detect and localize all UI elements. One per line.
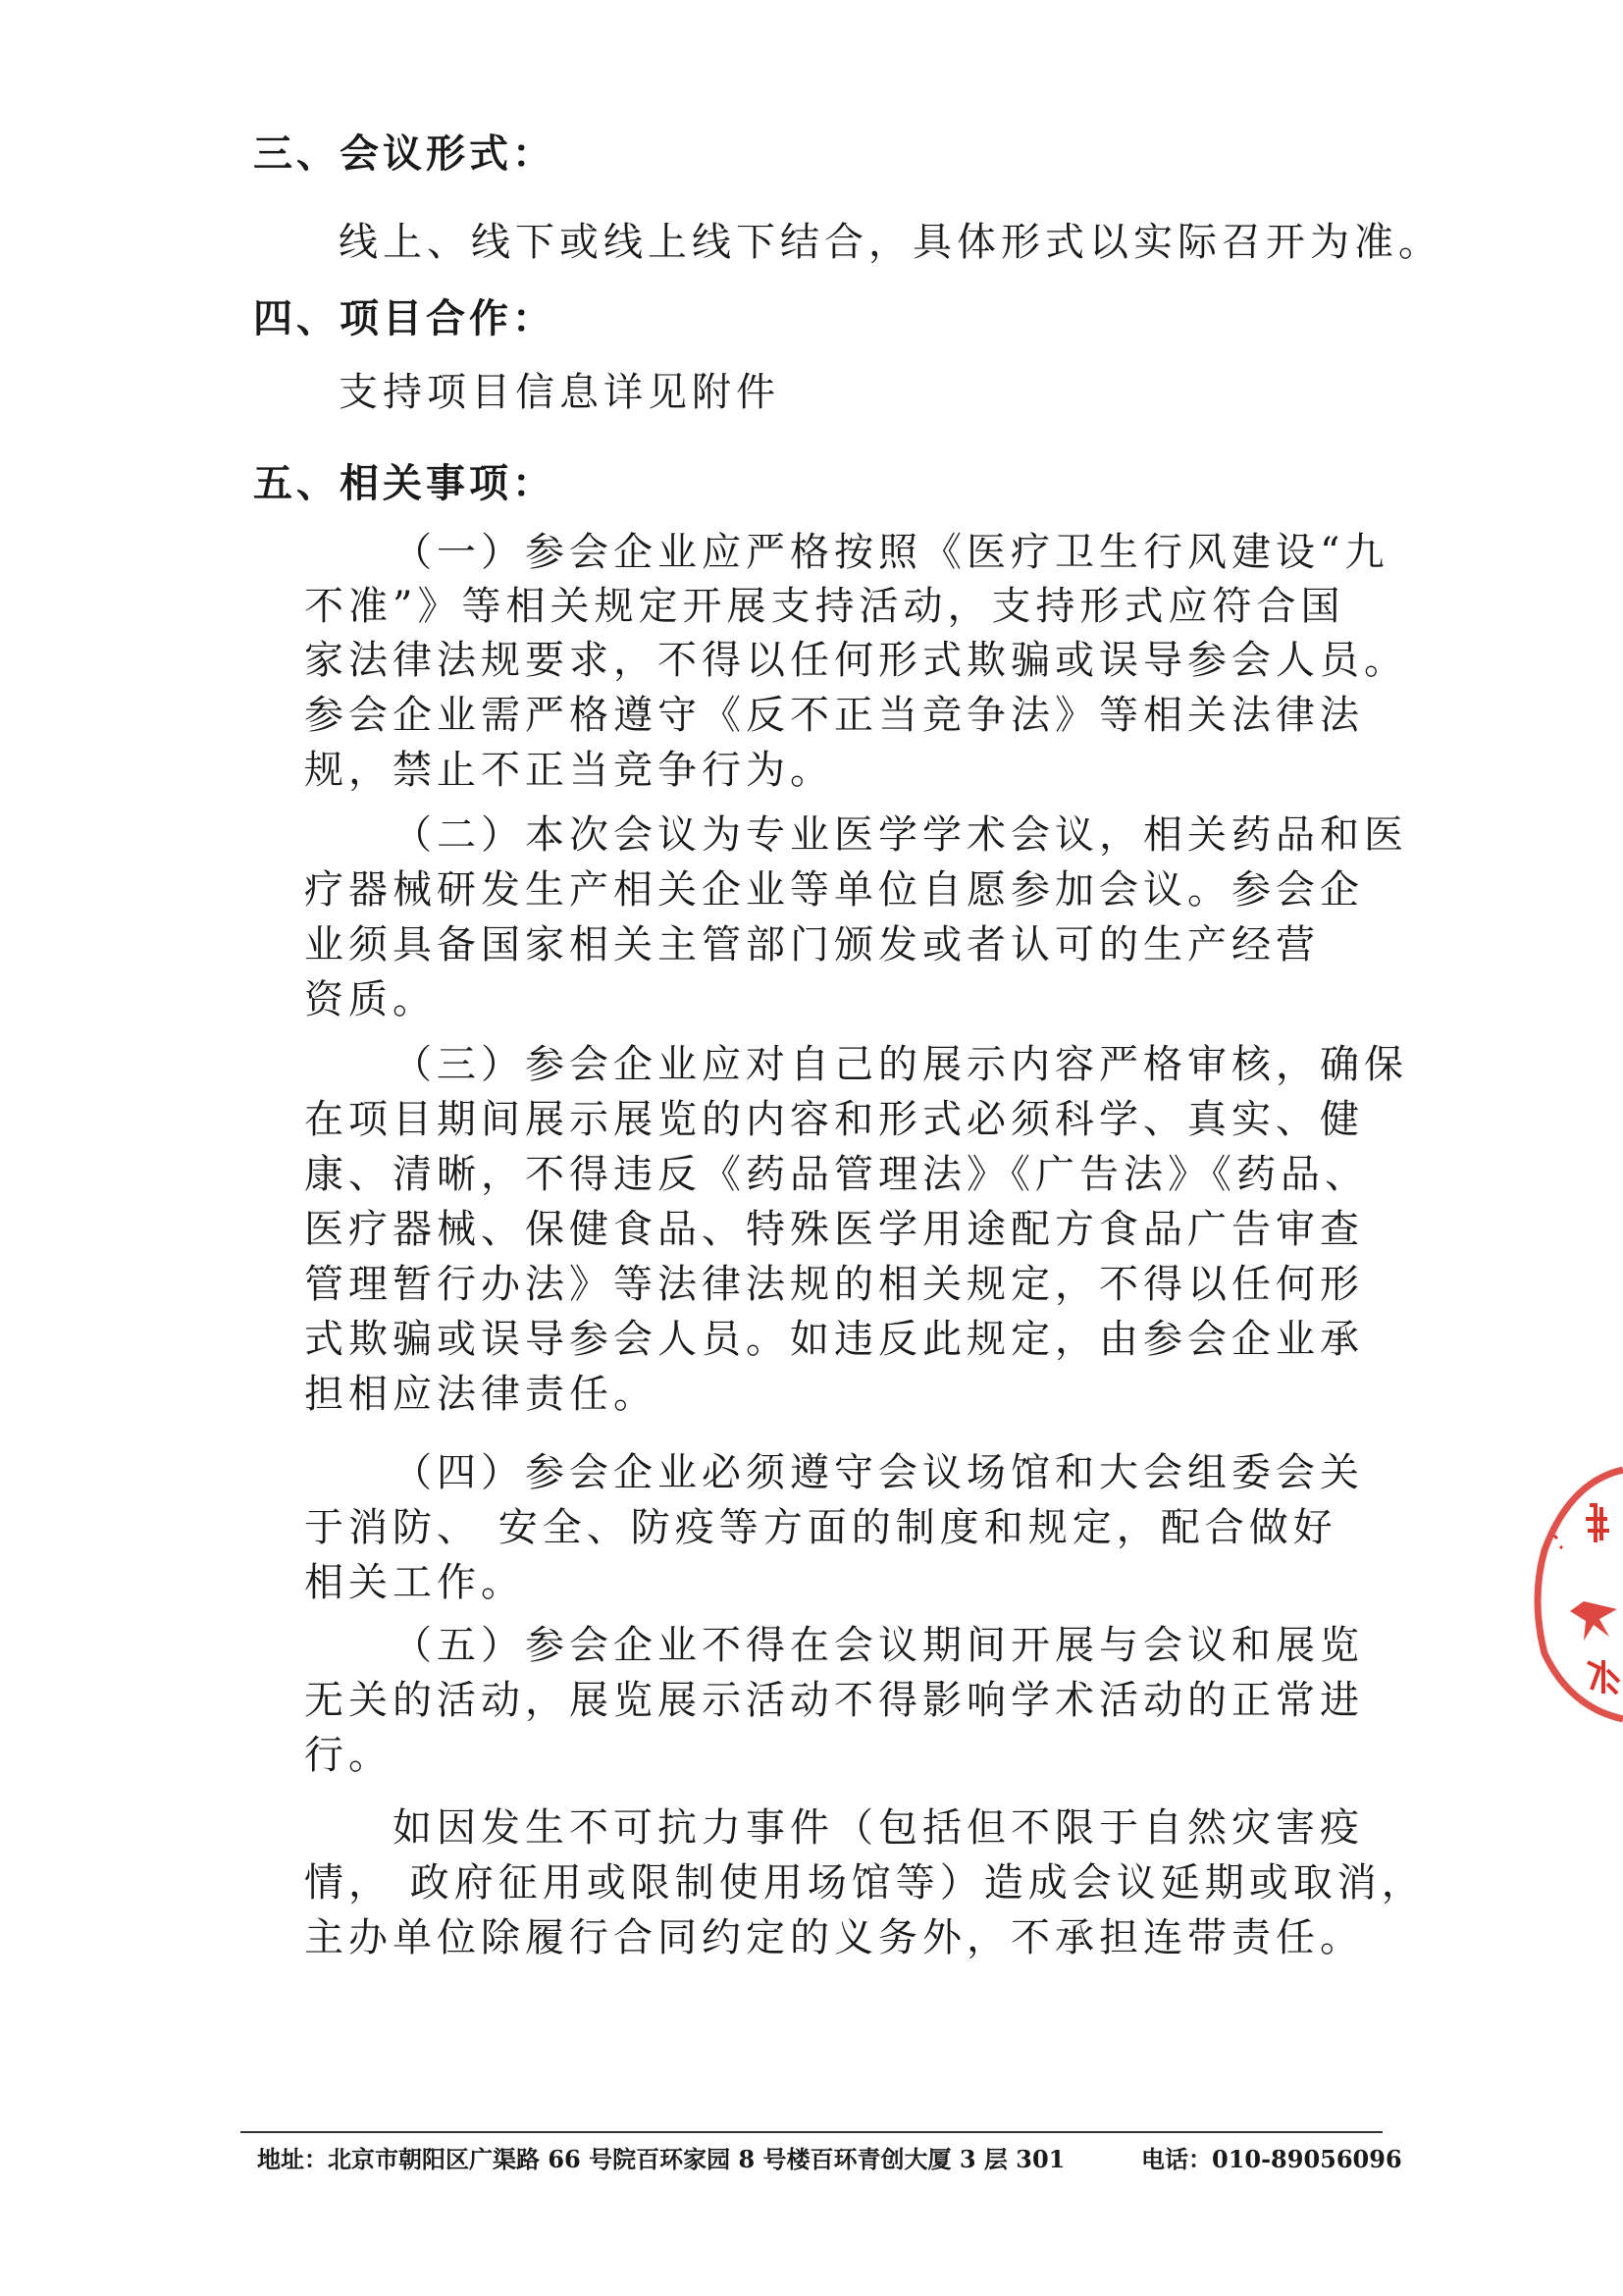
paragraph-line: 行。 — [304, 1733, 393, 1778]
paragraph-line: 如因发生不可抗力事件（包括但不限于自然灾害疫 — [393, 1805, 1364, 1851]
paragraph-line: 不准”》等相关规定开展支持活动，支持形式应符合国 — [304, 584, 1345, 629]
paragraph-line: 疗器械研发生产相关企业等单位自愿参加会议。参会企 — [304, 867, 1364, 913]
paragraph-line: 相关工作。 — [304, 1560, 525, 1605]
footer-divider — [240, 2131, 1383, 2133]
footer-address: 地址：北京市朝阳区广渠路 66 号院百环家园 8 号楼百环青创大厦 3 层 301 — [257, 2145, 1066, 2173]
section-heading-meeting-format: 三、会议形式： — [253, 130, 555, 177]
paragraph-line: 式欺骗或误导参会人员。如违反此规定，由参会企业承 — [304, 1317, 1364, 1362]
paragraph-line: 主办单位除履行合同约定的义务外，不承担连带责任。 — [304, 1915, 1364, 1960]
official-seal-stamp-fragment — [1531, 1462, 1623, 1727]
paragraph-line: （四）参会企业必须遵守会议场馆和大会组委会关 — [393, 1450, 1364, 1495]
section-heading-project-cooperation: 四、项目合作： — [253, 295, 555, 341]
paragraph-line: （三）参会企业应对自己的展示内容严格审核，确保 — [393, 1042, 1408, 1087]
paragraph-line: 资质。 — [304, 977, 437, 1022]
paragraph-line: 家法律法规要求，不得以任何形式欺骗或误导参会人员。 — [304, 638, 1408, 683]
paragraph-line: 在项目期间展示展览的内容和形式必须科学、真实、健 — [304, 1097, 1364, 1142]
paragraph-line: 康、清晰，不得违反《药品管理法》《广告法》《药品、 — [304, 1152, 1369, 1197]
paragraph-line: 情， 政府征用或限制使用场馆等）造成会议延期或取消， — [304, 1860, 1426, 1905]
section-heading-related-matters: 五、相关事项： — [253, 460, 555, 506]
paragraph-line: 业须具备国家相关主管部门颁发或者认可的生产经营 — [304, 922, 1320, 967]
paragraph-line: 规，禁止不正当竞争行为。 — [304, 748, 834, 793]
paragraph-line: （二）本次会议为专业医学学术会议，相关药品和医 — [393, 812, 1408, 858]
meeting-format-text: 线上、线下或线上线下结合，具体形式以实际召开为准。 — [339, 220, 1442, 265]
paragraph-line: （一）参会企业应严格按照《医疗卫生行风建设“九 — [393, 530, 1389, 575]
paragraph-line: 管理暂行办法》等法律法规的相关规定，不得以任何形 — [304, 1262, 1364, 1307]
paragraph-line: 无关的活动，展览展示活动不得影响学术活动的正常进 — [304, 1678, 1364, 1723]
project-cooperation-text: 支持项目信息详见附件 — [339, 370, 780, 415]
paragraph-line: 担相应法律责任。 — [304, 1372, 657, 1417]
paragraph-line: 医疗器械、保健食品、特殊医学用途配方食品广告审查 — [304, 1207, 1364, 1252]
paragraph-line: 于消防、 安全、防疫等方面的制度和规定，配合做好 — [304, 1505, 1337, 1550]
footer-phone: 电话：010-89056096 — [1141, 2145, 1402, 2173]
seal-stamp-graphic — [1531, 1462, 1623, 1727]
paragraph-line: 参会企业需严格遵守《反不正当竞争法》等相关法律法 — [304, 693, 1364, 738]
paragraph-line: （五）参会企业不得在会议期间开展与会议和展览 — [393, 1623, 1364, 1668]
